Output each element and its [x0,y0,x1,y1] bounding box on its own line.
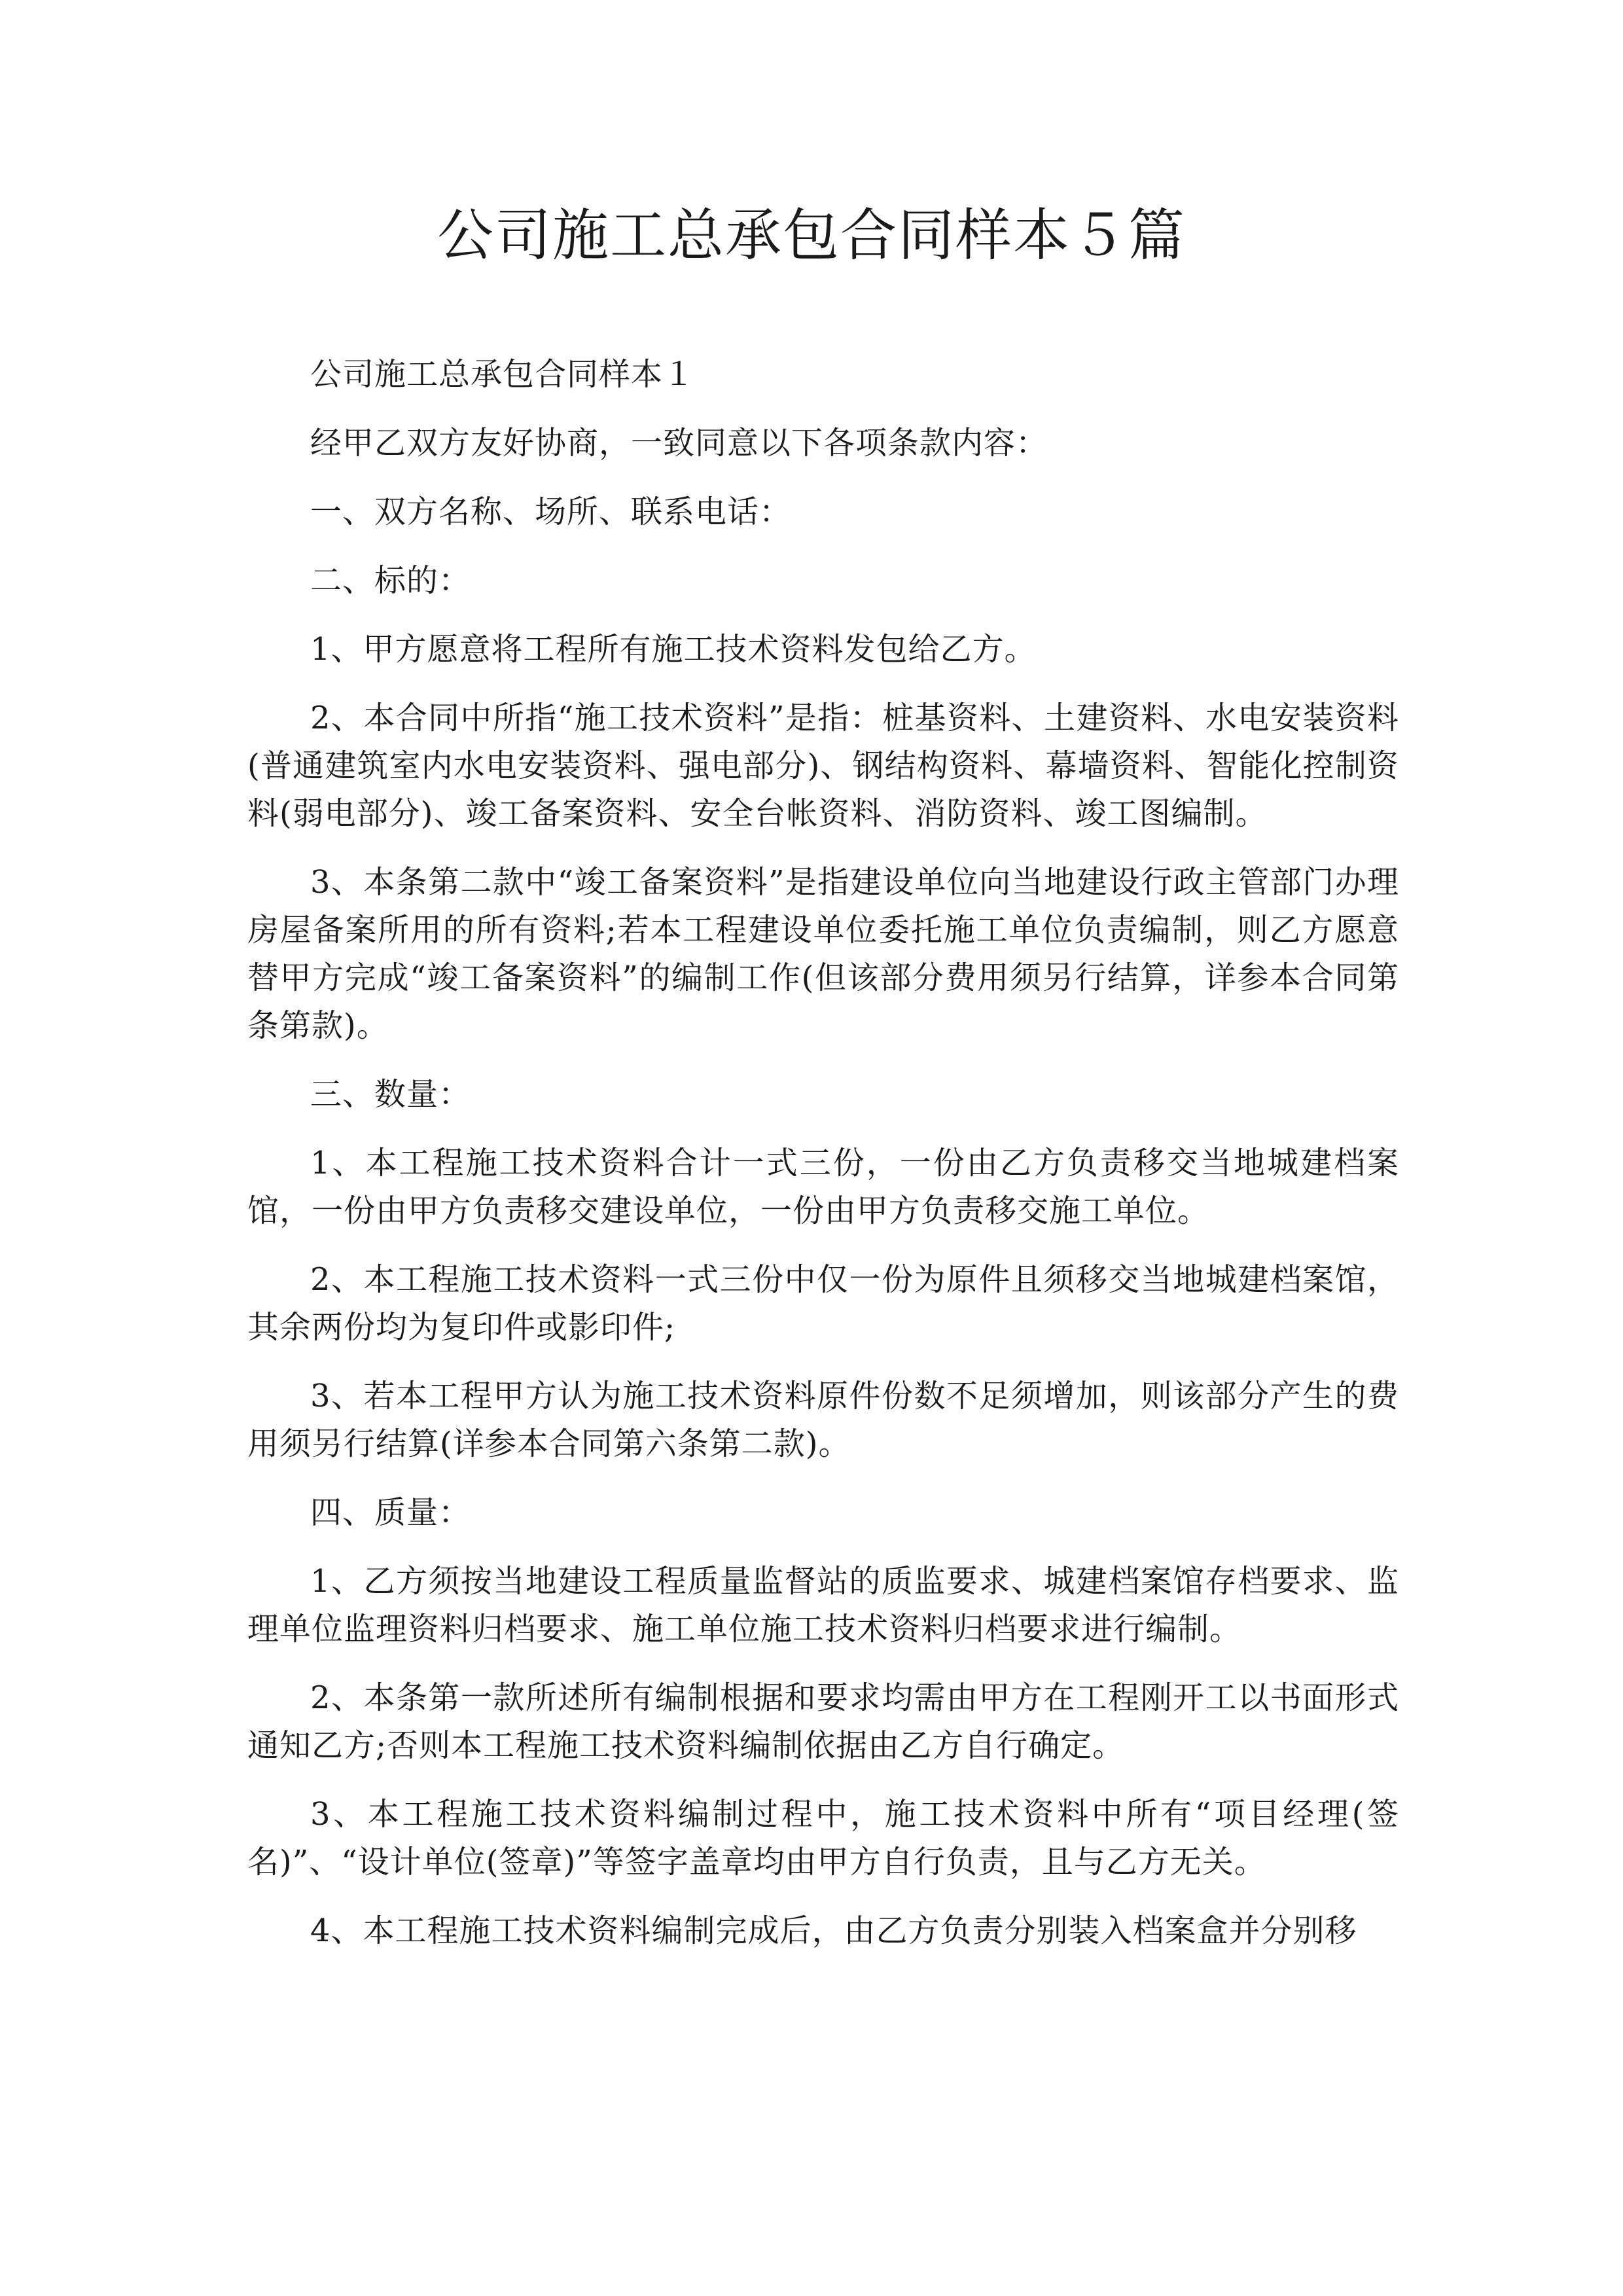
clause-2-item-2: 2、本合同中所指“施工技术资料”是指：桩基资料、土建资料、水电安装资料(普通建筑室内水电安装资料、强电部分)、钢结构资料、幕墙资料、智能化控制资料(弱电部分)、竣工备案资料、安全台帐资料、消防资料、竣工图编制。 [247,700,1399,832]
clause-3-item-3: 3、若本工程甲方认为施工技术资料原件份数不足须增加，则该部分产生的费用须另行结算(详参本合同第六条第二款)。 [247,1378,1399,1462]
clause-1-heading: 一、双方名称、场所、联系电话： [310,493,792,530]
clause-4-item-3: 3、本工程施工技术资料编制过程中，施工技术资料中所有“项目经理(签名)”、“设计单位(签章)”等签字盖章均由甲方自行负责，且与乙方无关。 [247,1796,1399,1880]
clause-3-item-2: 2、本工程施工技术资料一式三份中仅一份为原件且须移交当地城建档案馆，其余两份均为复印件或影印件; [247,1261,1399,1346]
section-heading-sample-1: 公司施工总承包合同样本１ [310,356,696,393]
clause-2-item-1: 1、甲方愿意将工程所有施工技术资料发包给乙方。 [310,631,1037,668]
document-body [247,351,1399,1976]
clause-4-heading: 四、质量： [310,1494,471,1531]
clause-4-item-2: 2、本条第一款所述所有编制根据和要求均需由甲方在工程刚开工以书面形式通知乙方;否则本工程施工技术资料编制依据由乙方自行确定。 [247,1679,1399,1764]
clause-2-item-3: 3、本条第二款中“竣工备案资料”是指建设单位向当地建设行政主管部门办理房屋备案所用的所有资料;若本工程建设单位委托施工单位负责编制，则乙方愿意替甲方完成“竣工备案资料”的编制工作(但该部分费用须另行结算，详参本合同第条第款)。 [247,864,1399,1044]
document-title: 公司施工总承包合同样本５篇 [437,203,1186,268]
clause-2-heading: 二、标的： [310,562,471,599]
clause-3-heading: 三、数量： [310,1076,471,1113]
clause-4-item-1: 1、乙方须按当地建设工程质量监督站的质监要求、城建档案馆存档要求、监理单位监理资料归档要求、施工单位施工技术资料归档要求进行编制。 [247,1563,1399,1647]
intro-paragraph: 经甲乙双方友好协商，一致同意以下各项条款内容： [310,425,1048,461]
clause-3-item-1: 1、本工程施工技术资料合计一式三份，一份由乙方负责移交当地城建档案馆，一份由甲方负责移交建设单位，一份由甲方负责移交施工单位。 [247,1145,1399,1229]
clause-4-item-4: 4、本工程施工技术资料编制完成后，由乙方负责分别装入档案盒并分别移 [310,1912,1357,1949]
